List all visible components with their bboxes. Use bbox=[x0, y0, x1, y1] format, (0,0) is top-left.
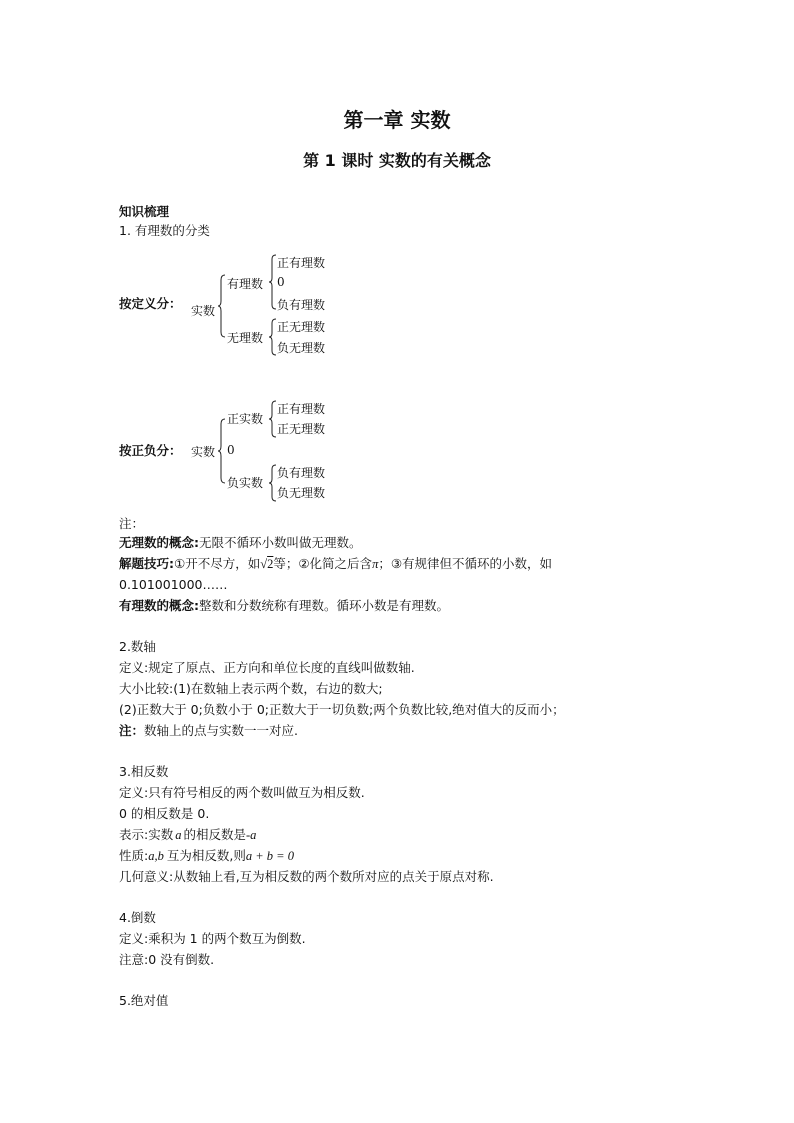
prop-text: 互为相反数,则 bbox=[166, 848, 246, 863]
tree-leaf: 负有理数 bbox=[277, 466, 326, 480]
tree-branch: 有理数 bbox=[227, 277, 264, 291]
item-1-heading: 1. 有理数的分类 bbox=[119, 223, 210, 238]
tree-leaf: 正无理数 bbox=[277, 422, 326, 436]
repr-value: -a bbox=[245, 828, 257, 842]
sqrt-symbol: √2 bbox=[260, 557, 274, 571]
left-brace bbox=[269, 464, 277, 502]
tree-label: 按正负分： bbox=[119, 443, 182, 458]
axis-compare-2: (2)正数大于 0;负数小于 0;正数大于一切负数;两个负数比较,绝对值大的反而小； bbox=[119, 702, 565, 717]
axis-note-label: 注： bbox=[119, 723, 145, 738]
tree-leaf: 正无理数 bbox=[277, 320, 326, 334]
reciprocal-heading: 4.倒数 bbox=[119, 910, 156, 925]
tree-branch: 负实数 bbox=[227, 476, 264, 490]
tree-leaf: 0 bbox=[277, 275, 285, 289]
tree-leaf: 负无理数 bbox=[277, 341, 326, 355]
repr-text: 表示:实数 bbox=[119, 827, 174, 842]
rational-text: 整数和分数统称有理数。循环小数是有理数。 bbox=[199, 598, 450, 613]
repr-variable: a bbox=[175, 828, 182, 842]
tree-leaf: 负无理数 bbox=[277, 486, 326, 500]
axis-definition: 定义:规定了原点、正方向和单位长度的直线叫做数轴. bbox=[119, 660, 415, 675]
tree-root: 实数 bbox=[191, 445, 216, 459]
left-brace bbox=[218, 274, 226, 338]
prop-variables: a,b bbox=[148, 849, 164, 863]
tree-branch: 0 bbox=[227, 443, 235, 457]
note-heading: 注： bbox=[119, 516, 145, 531]
left-brace bbox=[269, 400, 277, 438]
prop-text: 性质: bbox=[119, 848, 149, 863]
opposite-zero: 0 的相反数是 0. bbox=[119, 806, 210, 821]
rational-definition bbox=[119, 598, 449, 614]
tree-leaf: 正有理数 bbox=[277, 402, 326, 416]
opposite-definition: 定义:只有符号相反的两个数叫做互为相反数. bbox=[119, 785, 365, 800]
repr-text: 的相反数是 bbox=[183, 827, 246, 842]
opposite-representation bbox=[119, 827, 256, 843]
tips-label: 解题技巧: bbox=[119, 556, 174, 571]
rational-label: 有理数的概念: bbox=[119, 598, 199, 613]
irrational-definition bbox=[119, 535, 362, 551]
prop-equation: a + b = 0 bbox=[245, 849, 294, 863]
chapter-title: 第一章 实数 bbox=[343, 108, 451, 132]
tree-root: 实数 bbox=[191, 304, 216, 318]
tips-example: 0.101001000…… bbox=[119, 577, 228, 592]
irrational-text: 无限不循环小数叫做无理数。 bbox=[199, 535, 362, 550]
tree-label: 按定义分： bbox=[119, 296, 182, 311]
section-heading: 知识梳理 bbox=[119, 204, 170, 219]
left-brace bbox=[269, 318, 277, 356]
left-brace bbox=[218, 418, 226, 484]
lesson-title: 第 1 课时 实数的有关概念 bbox=[303, 151, 491, 170]
reciprocal-definition: 定义:乘积为 1 的两个数互为倒数. bbox=[119, 931, 306, 946]
tree-leaf: 正有理数 bbox=[277, 256, 326, 270]
left-brace bbox=[269, 254, 277, 310]
tree-branch: 无理数 bbox=[227, 331, 264, 345]
opposite-property bbox=[119, 848, 294, 864]
irrational-label: 无理数的概念: bbox=[119, 535, 199, 550]
opposite-geometric-meaning: 几何意义:从数轴上看,互为相反数的两个数所对应的点关于原点对称. bbox=[119, 869, 494, 884]
tree-branch: 正实数 bbox=[227, 412, 264, 426]
axis-compare-1: 大小比较:(1)在数轴上表示两个数，右边的数大; bbox=[119, 681, 383, 696]
tree-leaf: 负有理数 bbox=[277, 298, 326, 312]
solving-tips bbox=[119, 556, 552, 572]
absolute-heading: 5.绝对值 bbox=[119, 993, 169, 1008]
tips-text: 等；②化简之后含 bbox=[273, 556, 373, 571]
axis-note bbox=[119, 723, 298, 739]
tips-text: ①开不尽方，如 bbox=[174, 556, 261, 571]
tips-text: ；③有规律但不循环的小数，如 bbox=[378, 556, 553, 571]
sqrt-radicand: 2 bbox=[267, 557, 274, 571]
reciprocal-note: 注意:0 没有倒数. bbox=[119, 952, 215, 967]
opposite-heading: 3.相反数 bbox=[119, 764, 169, 779]
pi-symbol: π bbox=[372, 557, 379, 571]
axis-note-text: 数轴上的点与实数一一对应. bbox=[144, 723, 298, 738]
axis-heading: 2.数轴 bbox=[119, 639, 156, 654]
